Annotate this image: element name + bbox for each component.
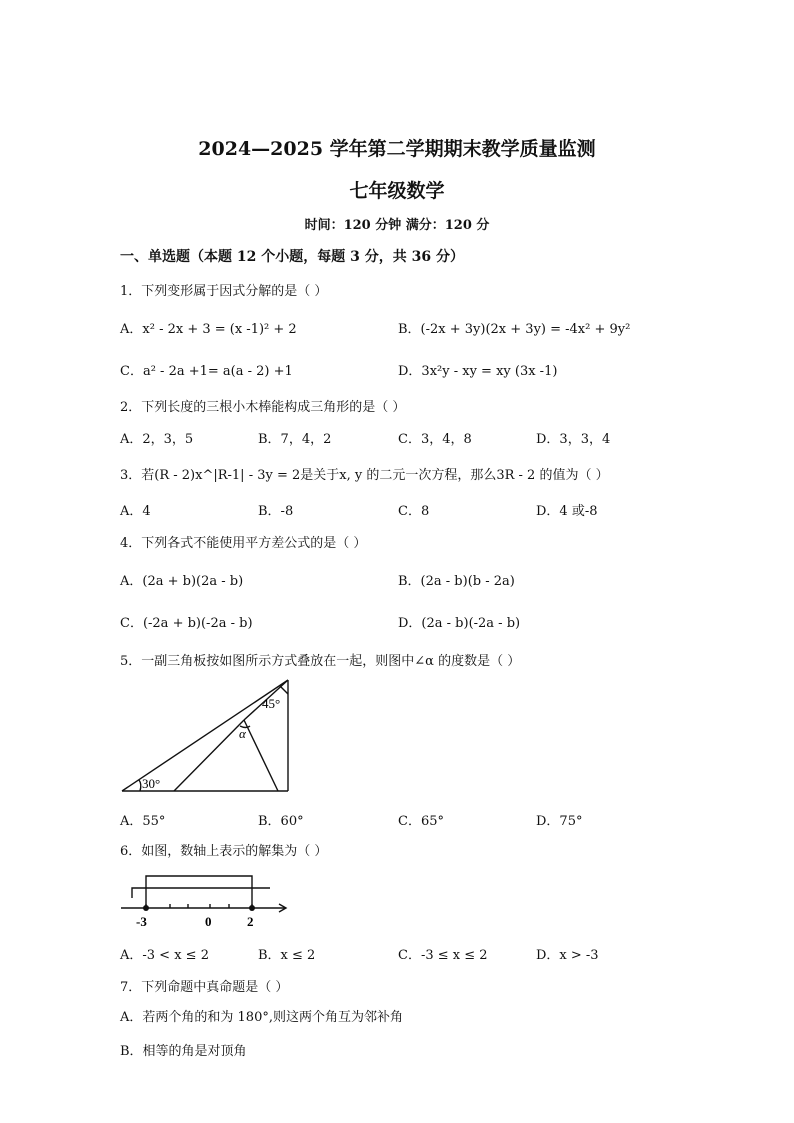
question-3-option-b: B．-8 (258, 504, 294, 519)
question-2-option-a: A．2，3，5 (120, 432, 194, 447)
question-5-option-c: C．65° (398, 814, 444, 829)
question-3-stem: 3．若(R - 2)x^|R-1| - 3y = 2是关于x, y 的二元一次方程，那么3R - 2 的值为（ ） (120, 468, 609, 483)
axis-label-2: 2 (247, 914, 254, 929)
question-6-option-b: B．x ≤ 2 (258, 948, 316, 963)
axis-label-neg3: -3 (136, 914, 147, 929)
question-6-stem: 6．如图，数轴上表示的解集为（ ） (120, 844, 328, 859)
question-1-option-d: D．3x²y - xy = xy (3x -1) (398, 364, 558, 379)
exam-meta: 时间：120 分钟 满分：120 分 (304, 218, 490, 233)
question-1-option-a: A．x² - 2x + 3 = (x -1)² + 2 (120, 322, 297, 337)
question-6-option-c: C．-3 ≤ x ≤ 2 (398, 948, 488, 963)
number-line-figure (115, 868, 295, 930)
question-1-option-b: B．(-2x + 3y)(2x + 3y) = -4x² + 9y² (398, 322, 631, 337)
question-2-option-d: D．3，3，4 (536, 432, 611, 447)
question-1-option-c: C．a² - 2a +1= a(a - 2) +1 (120, 364, 293, 379)
angle-label-45: 45° (262, 696, 281, 711)
question-3-option-d: D．4 或-8 (536, 504, 598, 519)
angle-label-alpha: α (239, 726, 246, 741)
question-5-option-d: D．75° (536, 814, 583, 829)
question-7-stem: 7．下列命题中真命题是（ ） (120, 980, 289, 995)
question-5-option-a: A．55° (120, 814, 166, 829)
question-4-option-a: A．(2a + b)(2a - b) (120, 574, 244, 589)
question-7-option-a: A．若两个角的和为 180°,则这两个角互为邻补角 (120, 1010, 403, 1025)
exam-title: 2024—2025 学年第二学期期末教学质量监测 (198, 138, 596, 160)
section-heading: 一、单选题（本题 12 个小题，每题 3 分，共 36 分） (120, 249, 464, 265)
triangle-figure (110, 674, 300, 800)
question-3-option-c: C．8 (398, 504, 430, 519)
question-3-option-a: A．4 (120, 504, 151, 519)
question-2-option-b: B．7，4，2 (258, 432, 332, 447)
question-1-stem: 1．下列变形属于因式分解的是（ ） (120, 284, 328, 299)
question-4-stem: 4．下列各式不能使用平方差公式的是（ ） (120, 536, 367, 551)
question-5-stem: 5．一副三角板按如图所示方式叠放在一起，则图中∠α 的度数是（ ） (120, 654, 521, 669)
axis-label-0: 0 (205, 914, 212, 929)
question-5-option-b: B．60° (258, 814, 304, 829)
exam-subtitle: 七年级数学 (349, 180, 445, 202)
question-7-option-b: B．相等的角是对顶角 (120, 1044, 247, 1059)
question-6-option-d: D．x > -3 (536, 948, 599, 963)
question-2-option-c: C．3，4，8 (398, 432, 472, 447)
angle-label-30: 30° (142, 776, 161, 791)
question-6-option-a: A．-3 < x ≤ 2 (120, 948, 209, 963)
question-4-option-c: C．(-2a + b)(-2a - b) (120, 616, 253, 631)
question-4-option-d: D．(2a - b)(-2a - b) (398, 616, 521, 631)
question-2-stem: 2．下列长度的三根小木棒能构成三角形的是（ ） (120, 400, 406, 415)
question-4-option-b: B．(2a - b)(b - 2a) (398, 574, 515, 589)
